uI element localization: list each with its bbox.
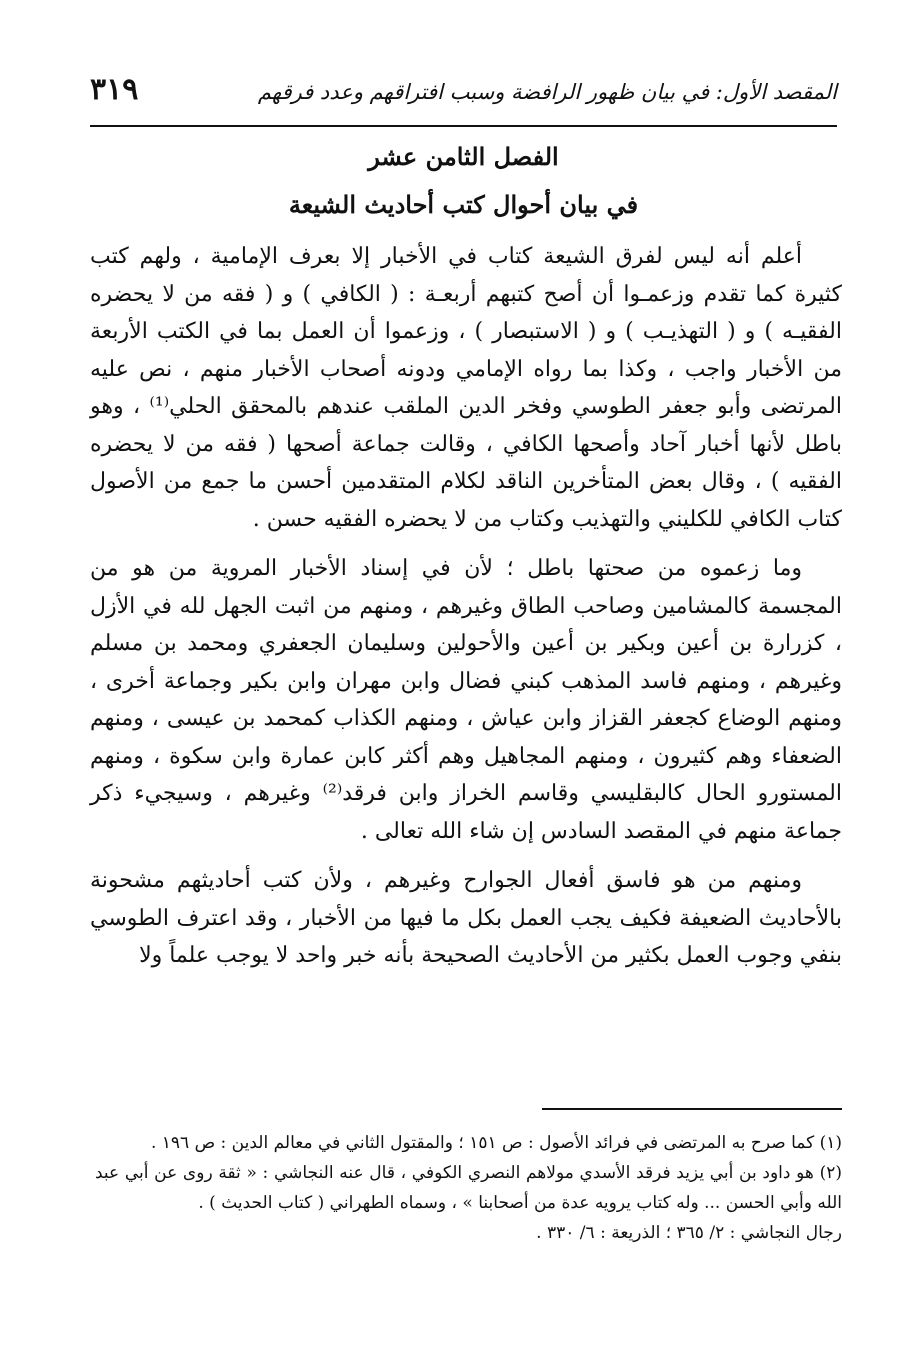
- footnote-2: (٢) هو داود بن أبي يزيد فرقد الأسدي مولاهم النصري الكوفي ، قال عنه النجاشي : « ثقة روى عن أبي عبد الله وأبي الحسن ... وله كتاب يرويه عدة من أصحابنا » ، وسماه الطهراني ( كتاب الحديث ) .: [95, 1163, 842, 1213]
- running-title: المقصد الأول: في بيان ظهور الرافضة وسبب افتراقهم وعدد فرقهم: [257, 80, 837, 104]
- footnote-2-reference: رجال النجاشي : ٢/ ٣٦٥ ؛ الذريعة : ٦/ ٣٣٠ .: [536, 1223, 842, 1243]
- footnote-1: (١) كما صرح به المرتضى في فرائد الأصول : ص ١٥١ ؛ والمقتول الثاني في معالم الدين : ص ١٩٦ .: [150, 1133, 842, 1153]
- chapter-title: الفصل الثامن عشر: [368, 142, 559, 171]
- paragraph: ومنهم من هو فاسق أفعال الجوارح وغيرهم ، ولأن كتب أحاديثهم مشحونة بالأحاديث الضعيفة فكيف يجب العمل بكل ما فيها من الأخبار ، وقد اعترف الطوسي بنفي وجوب العمل بكثير من الأحاديث الصحيحة بأنه خبر واحد لا يوجب علماً ولا: [90, 868, 842, 968]
- paragraph: أعلم أنه ليس لفرق الشيعة كتاب في الأخبار إلا بعرف الإمامية ، ولهم كتب كثيرة كما تقدم وزعمـوا أن أصح كتبهم أربعـة : ( الكافي ) و ( فقه من لا يحضره الفقيـه ) و ( التهذيـب ) و ( الاستبصار ) ، وزعموا أن العمل بما في الكتب الأربعة من الأخبار واجب ، وكذا بما رواه الإمامي ودونه أصحاب الأخبار منهم ، نص عليه المرتضى وأبو جعفر الطوسي وفخر الدين الملقب عندهم بالمحقق الحلي⁽¹⁾ ، وهو باطل لأنها أخبار آحاد وأصحها الكافي ، وقالت جماعة أصحها ( فقه من لا يحضره الفقيه ) ، وقال بعض المتأخرين الناقد لكلام المتقدمين أحسن ما جمع من الأصول كتاب الكافي للكليني والتهذيب وكتاب من لا يحضره الفقيه حسن .: [90, 244, 842, 532]
- body-text: [90, 238, 842, 975]
- page-number: ٣١٩: [90, 72, 139, 107]
- footnote-divider: [542, 1108, 842, 1110]
- paragraph: وما زعموه من صحتها باطل ؛ لأن في إسناد الأخبار المروية من هو من المجسمة كالمشامين وصاحب الطاق وغيرهم ، ومنهم من اثبت الجهل لله في الأزل ، كزرارة بن أعين وبكير بن أعين والأحولين وسليمان الجعفري ومحمد بن مسلم وغيرهم ، ومنهم فاسد المذهب كبني فضال وابن مهران وابن بكير وجماعة أخرى ، ومنهم الوضاع كجعفر القزاز وابن عياش ، ومنهم الكذاب كمحمد بن عيسى ، ومنهم الضعفاء وهم كثيرون ، ومنهم المجاهيل وهم أكثر كابن عمارة وابن سكوة ، ومنهم المستورو الحال كالبقليسي وقاسم الخراز وابن فرقد⁽²⁾ وغيرهم ، وسيجيء ذكر جماعة منهم في المقصد السادس إن شاء الله تعالى .: [90, 556, 842, 844]
- page-header: [90, 72, 837, 124]
- footnotes: [95, 1128, 842, 1248]
- section-title: في بيان أحوال كتب أحاديث الشيعة: [288, 190, 639, 219]
- header-divider: [90, 125, 837, 127]
